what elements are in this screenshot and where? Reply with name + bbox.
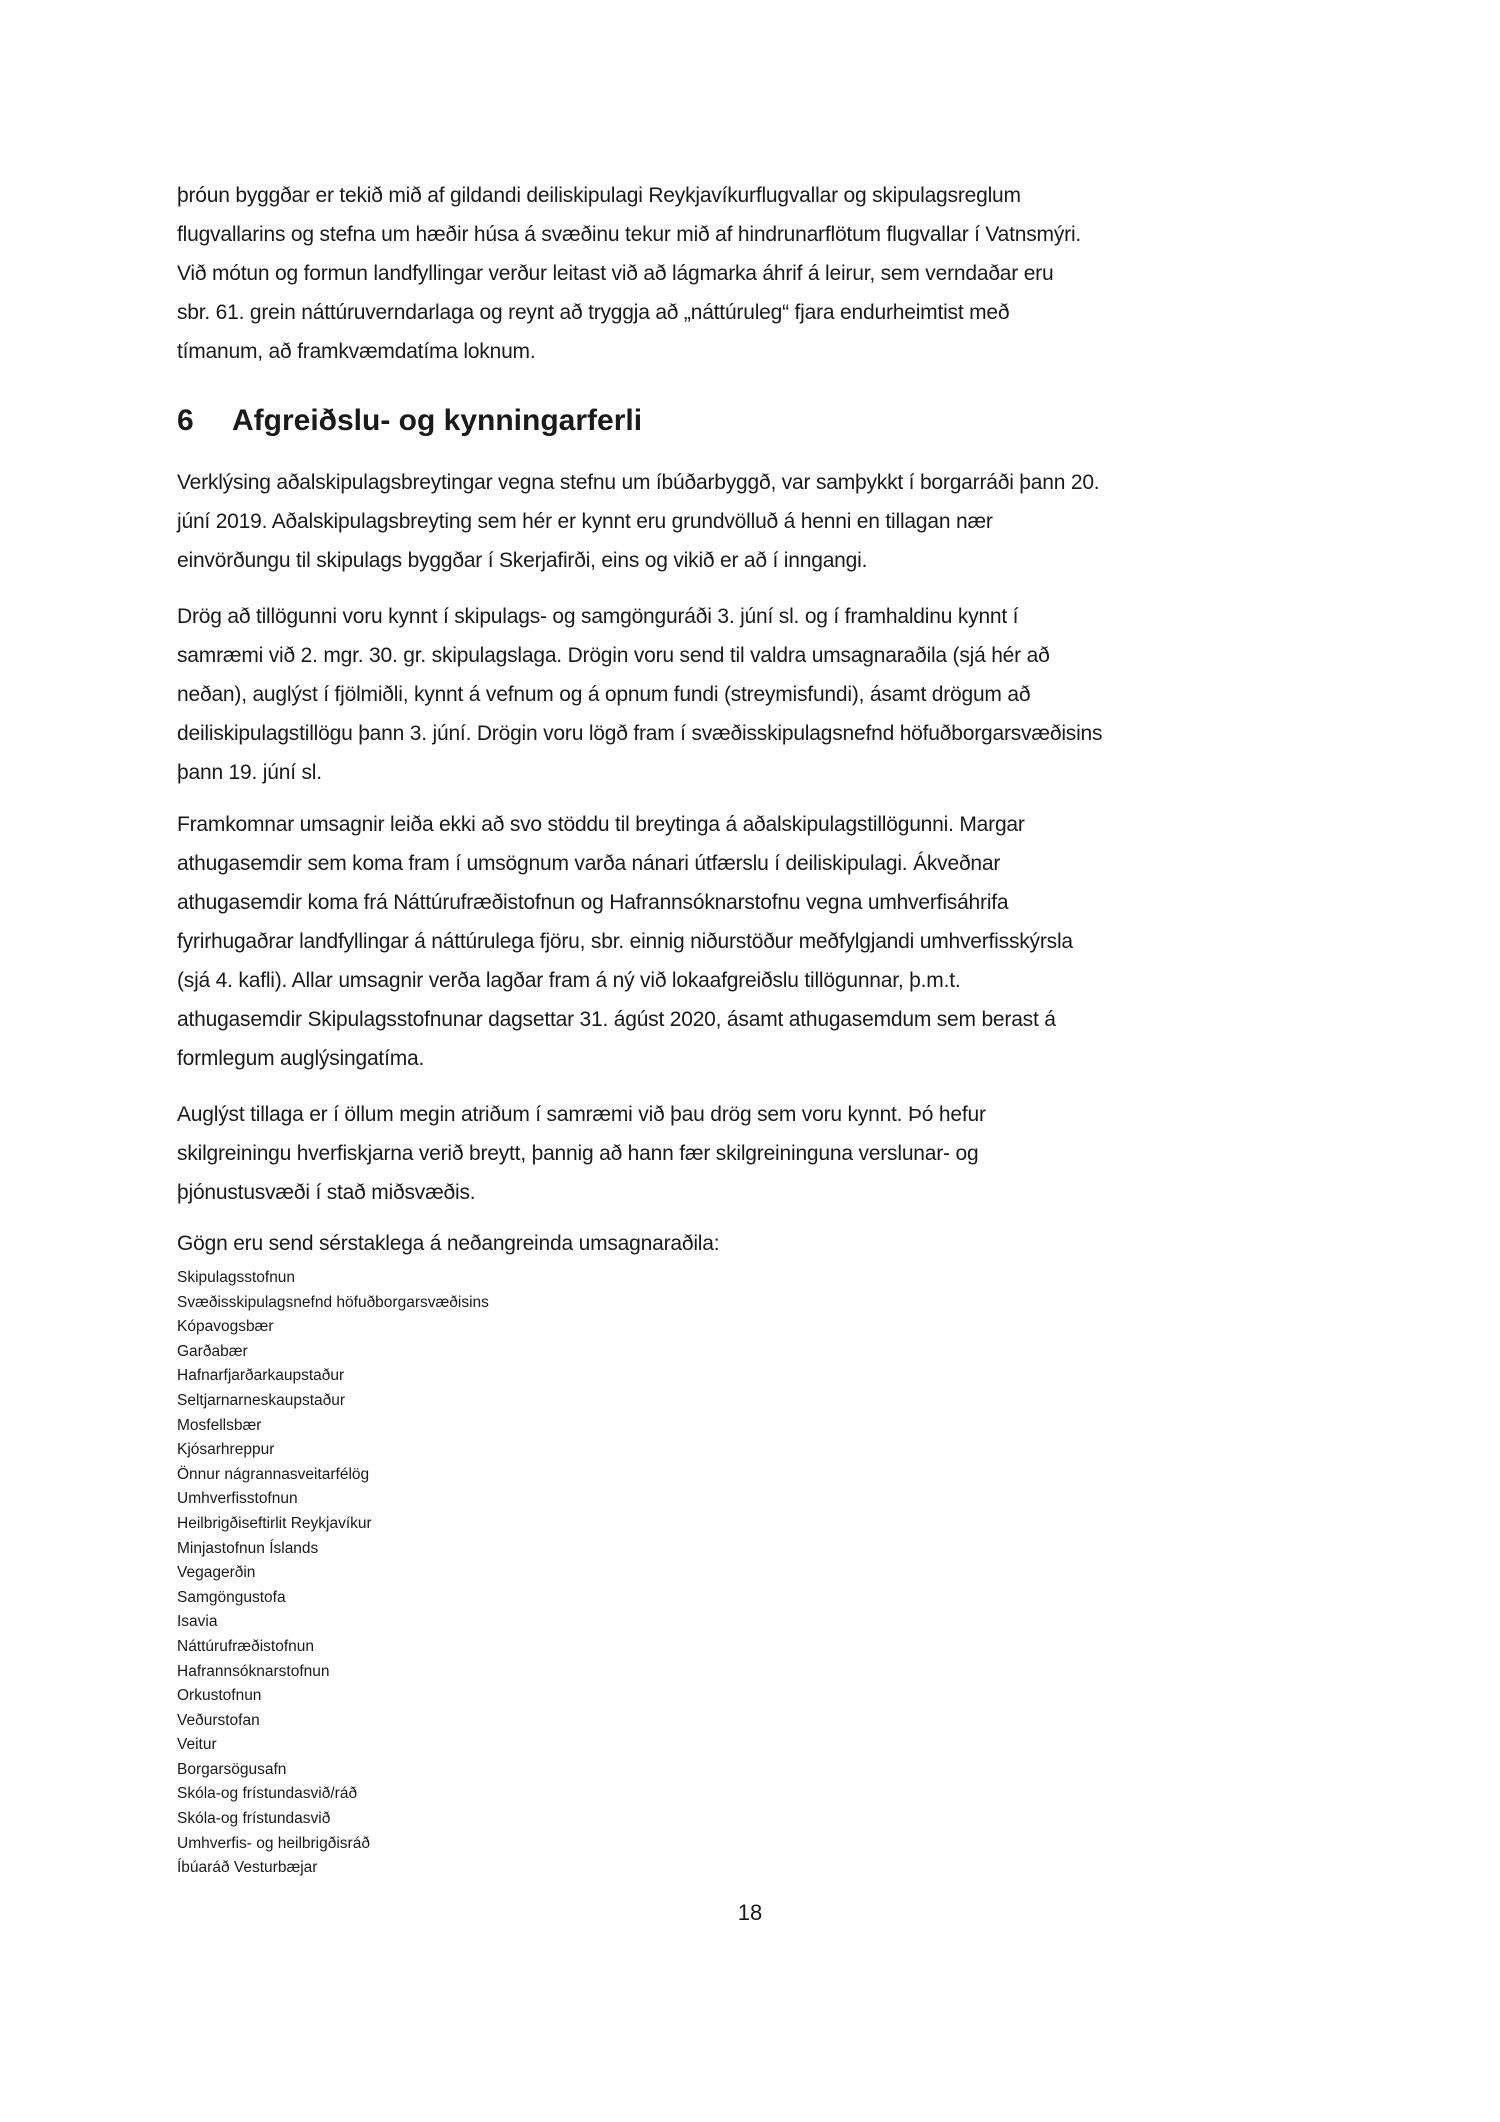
text-line: athugasemdir sem koma fram í umsögnum varða nánari útfærslu í deiliskipulagi. Ákveðnar	[177, 852, 1001, 875]
list-item: Isavia	[177, 1613, 218, 1631]
text-line: samræmi við 2. mgr. 30. gr. skipulagslaga. Drögin voru send til valdra umsagnaraðila (sjá hér að	[177, 644, 1050, 667]
text-line: júní 2019. Aðalskipulagsbreyting sem hér er kynnt eru grundvölluð á henni en tillagan nær	[177, 510, 993, 533]
recipient-list	[177, 1266, 489, 1881]
text-line: tímanum, að framkvæmdatíma loknum.	[177, 340, 536, 363]
text-line: Verklýsing aðalskipulagsbreytingar vegna stefnu um íbúðarbyggð, var samþykkt í borgarráði þann 20.	[177, 471, 1100, 494]
list-item: Vegagerðin	[177, 1564, 256, 1582]
text-line: neðan), auglýst í fjölmiðli, kynnt á vefnum og á opnum fundi (streymisfundi), ásamt drögum að	[177, 683, 1031, 706]
list-item: Kópavogsbær	[177, 1318, 274, 1336]
list-item: Veðurstofan	[177, 1711, 260, 1729]
list-item: Skipulagsstofnun	[177, 1269, 296, 1286]
text-line: Við mótun og formun landfyllingar verður leitast við að lágmarka áhrif á leirur, sem verndaðar eru	[177, 262, 1054, 285]
section-number: 6	[177, 404, 194, 437]
list-item: Kjósarhreppur	[177, 1441, 275, 1459]
text-line: athugasemdir Skipulagsstofnunar dagsettar 31. ágúst 2020, ásamt athugasemdum sem berast á	[177, 1008, 1056, 1031]
text-line: (sjá 4. kafli). Allar umsagnir verða lagðar fram á ný við lokaafgreiðslu tillögunnar, þ.m.t.	[177, 969, 961, 992]
section-heading	[177, 404, 642, 438]
list-item: Umhverfis- og heilbrigðisráð	[177, 1834, 370, 1852]
text-line: þróun byggðar er tekið mið af gildandi deiliskipulagi Reykjavíkurflugvallar og skipulagsreglum	[177, 184, 1021, 207]
list-item: Seltjarnarneskaupstaður	[177, 1391, 346, 1409]
paragraph-gogn	[177, 1224, 719, 1263]
text-line: formlegum auglýsingatíma.	[177, 1047, 425, 1070]
list-item: Mosfellsbær	[177, 1416, 262, 1434]
list-item: Orkustofnun	[177, 1687, 262, 1705]
text-line: Auglýst tillaga er í öllum megin atriðum í samræmi við þau drög sem voru kynnt. Þó hefur	[177, 1103, 986, 1126]
list-item: Umhverfisstofnun	[177, 1490, 298, 1508]
list-item: Heilbrigðiseftirlit Reykjavíkur	[177, 1514, 372, 1532]
list-item: Skóla-og frístundasvið	[177, 1810, 331, 1828]
text-line: þjónustusvæði í stað miðsvæðis.	[177, 1181, 476, 1204]
list-item: Íbúaráð Vesturbæjar	[177, 1859, 318, 1877]
text-line: sbr. 61. grein náttúruverndarlaga og reynt að tryggja að „náttúruleg“ fjara endurheimtist með	[177, 301, 1010, 324]
paragraph-intro	[177, 176, 1081, 371]
list-item: Garðabær	[177, 1342, 248, 1360]
text-line: Framkomnar umsagnir leiða ekki að svo stöddu til breytinga á aðalskipulagstillögunni. Margar	[177, 813, 1025, 836]
text-line: einvörðungu til skipulags byggðar í Skerjafirði, eins og vikið er að í inngangi.	[177, 549, 868, 572]
list-item: Hafrannsóknarstofnun	[177, 1662, 330, 1680]
list-item: Svæðisskipulagsnefnd höfuðborgarsvæðisins	[177, 1293, 489, 1311]
list-item: Önnur nágrannasveitarfélög	[177, 1465, 370, 1483]
page-number: 18	[737, 1900, 763, 1925]
paragraph-verklysing	[177, 463, 1099, 580]
list-item: Borgarsögusafn	[177, 1760, 287, 1778]
text-line: skilgreiningu hverfiskjarna verið breytt, þannig að hann fær skilgreininguna verslunar- og	[177, 1142, 979, 1165]
text-line: athugasemdir koma frá Náttúrufræðistofnun og Hafrannsóknarstofnu vegna umhverfisáhrifa	[177, 891, 1009, 914]
paragraph-drog	[177, 597, 1102, 792]
text-line: Gögn eru send sérstaklega á neðangreinda umsagnaraðila:	[177, 1232, 720, 1255]
list-item: Samgöngustofa	[177, 1588, 286, 1606]
text-line: fyrirhugaðrar landfyllingar á náttúrulega fjöru, sbr. einnig niðurstöður meðfylgjandi umhverfisskýrsla	[177, 930, 1073, 953]
list-item: Skóla-og frístundasvið/ráð	[177, 1785, 358, 1803]
text-line: deiliskipulagstillögu þann 3. júní. Drögin voru lögð fram í svæðisskipulagsnefnd höfuðborgarsvæðisins	[177, 722, 1103, 745]
text-line: flugvallarins og stefna um hæðir húsa á svæðinu tekur mið af hindrunarflötum flugvallar í Vatnsmýri.	[177, 223, 1082, 246]
paragraph-umsagnir	[177, 805, 1073, 1078]
text-line: Drög að tillögunni voru kynnt í skipulags- og samgönguráði 3. júní sl. og í framhaldinu kynnt í	[177, 605, 1019, 628]
section-title: Afgreiðslu- og kynningarferli	[232, 404, 643, 437]
list-item: Veitur	[177, 1736, 217, 1754]
list-item: Náttúrufræðistofnun	[177, 1637, 314, 1655]
list-item: Hafnarfjarðarkaupstaður	[177, 1367, 345, 1385]
list-item: Minjastofnun Íslands	[177, 1539, 319, 1557]
paragraph-auglyst-tillaga	[177, 1095, 986, 1212]
text-line: þann 19. júní sl.	[177, 761, 322, 784]
